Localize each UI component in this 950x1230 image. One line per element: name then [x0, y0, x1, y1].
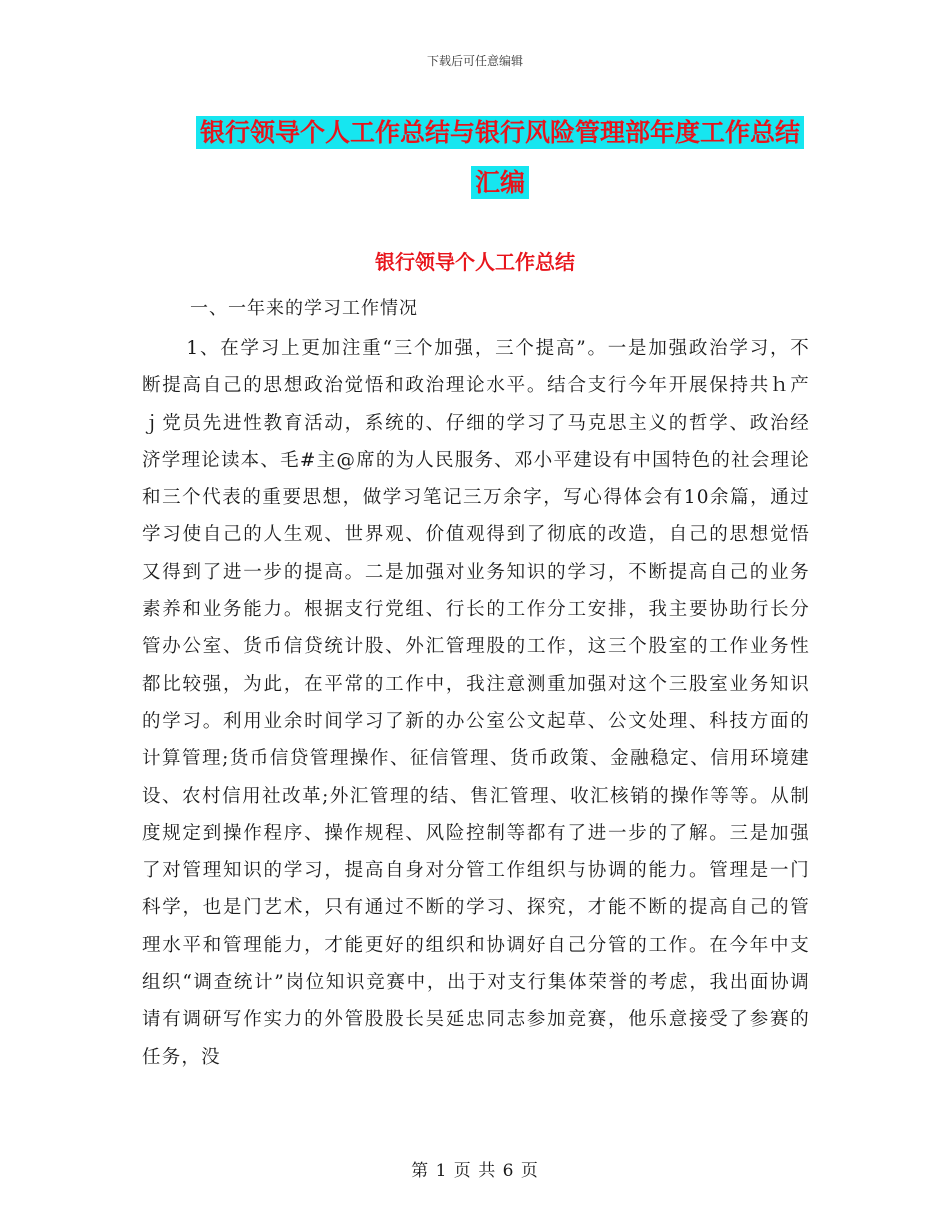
document-title — [190, 108, 810, 208]
body-paragraph: 1、在学习上更加注重“三个加强，三个提高”。一是加强政治学习，不断提高自己的思想政治觉悟和政治理论水平。结合支行今年开展保持共ｈ产ｊ党员先进性教育活动，系统的、仔细的学习了马克思主义的哲学、政治经济学理论读本、毛#主@席的为人民服务、邓小平建设有中国特色的社会理论和三个代表的重要思想，做学习笔记三万余字，写心得体会有10余篇，通过学习使自己的人生观、世界观、价值观得到了彻底的改造，自己的思想觉悟又得到了进一步的提高。二是加强对业务知识的学习，不断提高自己的业务素养和业务能力。根据支行党组、行长的工作分工安排，我主要协助行长分管办公室、货币信贷统计股、外汇管理股的工作，这三个股室的工作业务性都比较强，为此，在平常的工作中，我注意测重加强对这个三股室业务知识的学习。利用业余时间学习了新的办公室公文起草、公文处理、科技方面的计算管理;货币信贷管理操作、征信管理、货币政策、金融稳定、信用环境建设、农村信用社改革;外汇管理的结、售汇管理、收汇核销的操作等等。从制度规定到操作程序、操作规程、风险控制等都有了进一步的了解。三是加强了对管理知识的学习，提高自身对分管工作组织与协调的能力。管理是一门科学，也是门艺术，只有通过不断的学习、探究，才能不断的提高自己的管理水平和管理能力，才能更好的组织和协调好自己分管的工作。在今年中支组织“调查统计”岗位知识竞赛中，出于对支行集体荣誉的考虑，我出面协调请有调研写作实力的外管股股长吴延忠同志参加竞赛，他乐意接受了参赛的任务，没 — [142, 338, 810, 1068]
header-note: 下载后可任意编辑 — [426, 54, 523, 68]
section-heading: 一、一年来的学习工作情况 — [190, 298, 418, 319]
document-title-highlight: 银行领导个人工作总结与银行风险管理部年度工作总结汇编 — [196, 116, 804, 199]
page-number: 第 1 页 共 6 页 — [411, 1161, 539, 1181]
section-title: 银行领导个人工作总结 — [375, 250, 575, 274]
